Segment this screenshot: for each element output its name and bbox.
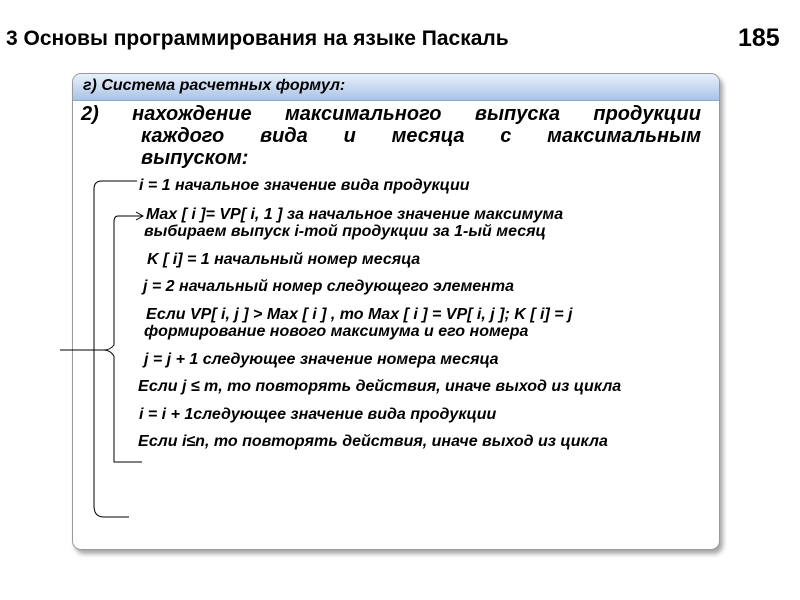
step-line: выбираем выпуск i-той продукции за 1-ый месяц — [144, 223, 546, 240]
step-line: j = 2 начальный номер следующего элемента — [143, 278, 514, 295]
inner-loop-bracket — [60, 216, 143, 350]
step-line: j = j + 1 следующее значение номера месяца — [144, 351, 499, 368]
heading-word: максимального — [284, 103, 442, 125]
page-header-title: 3 Основы программирования на языке Паскаль — [6, 27, 509, 50]
step-line: Если i≤n, то повторять действия, иначе выход из цикла — [138, 433, 608, 450]
step-line: K [ i] = 1 начальный номер месяца — [147, 251, 421, 268]
heading-word: продукции — [593, 103, 701, 125]
step-line: Если VP[ i, j ] > Max [ i ] , то Max [ i ] = VP[ i, j ]; K [ i] = j — [146, 306, 573, 323]
inner-loop-bracket-return — [104, 350, 142, 462]
heading-word: с — [500, 125, 512, 147]
outer-loop-bracket — [94, 181, 137, 517]
step-line: i = 1 начальное значение вида продукции — [139, 177, 470, 194]
heading-word: максимальным — [547, 125, 701, 147]
step-line: i = i + 1следующее значение вида продукции — [139, 406, 497, 423]
heading-word: выпуском: — [141, 147, 249, 169]
step-line: Max [ i ]= VP[ i, 1 ] за начальное значение максимума — [146, 206, 564, 223]
card-subtitle: г) Система расчетных формул: — [83, 77, 346, 94]
heading-word: 2) — [81, 103, 99, 125]
heading-word: вида — [260, 125, 308, 147]
step-line: Если j ≤ m, то повторять действия, иначе выход из цикла — [138, 378, 622, 395]
page-number: 185 — [738, 24, 780, 52]
heading-word: и — [343, 125, 356, 147]
step-line: формирование нового максимума и его номера — [144, 323, 529, 340]
heading-word: месяца — [391, 125, 465, 147]
heading-word: каждого — [141, 125, 225, 147]
heading-word: нахождение — [132, 103, 252, 125]
heading-word: выпуска — [474, 103, 560, 125]
